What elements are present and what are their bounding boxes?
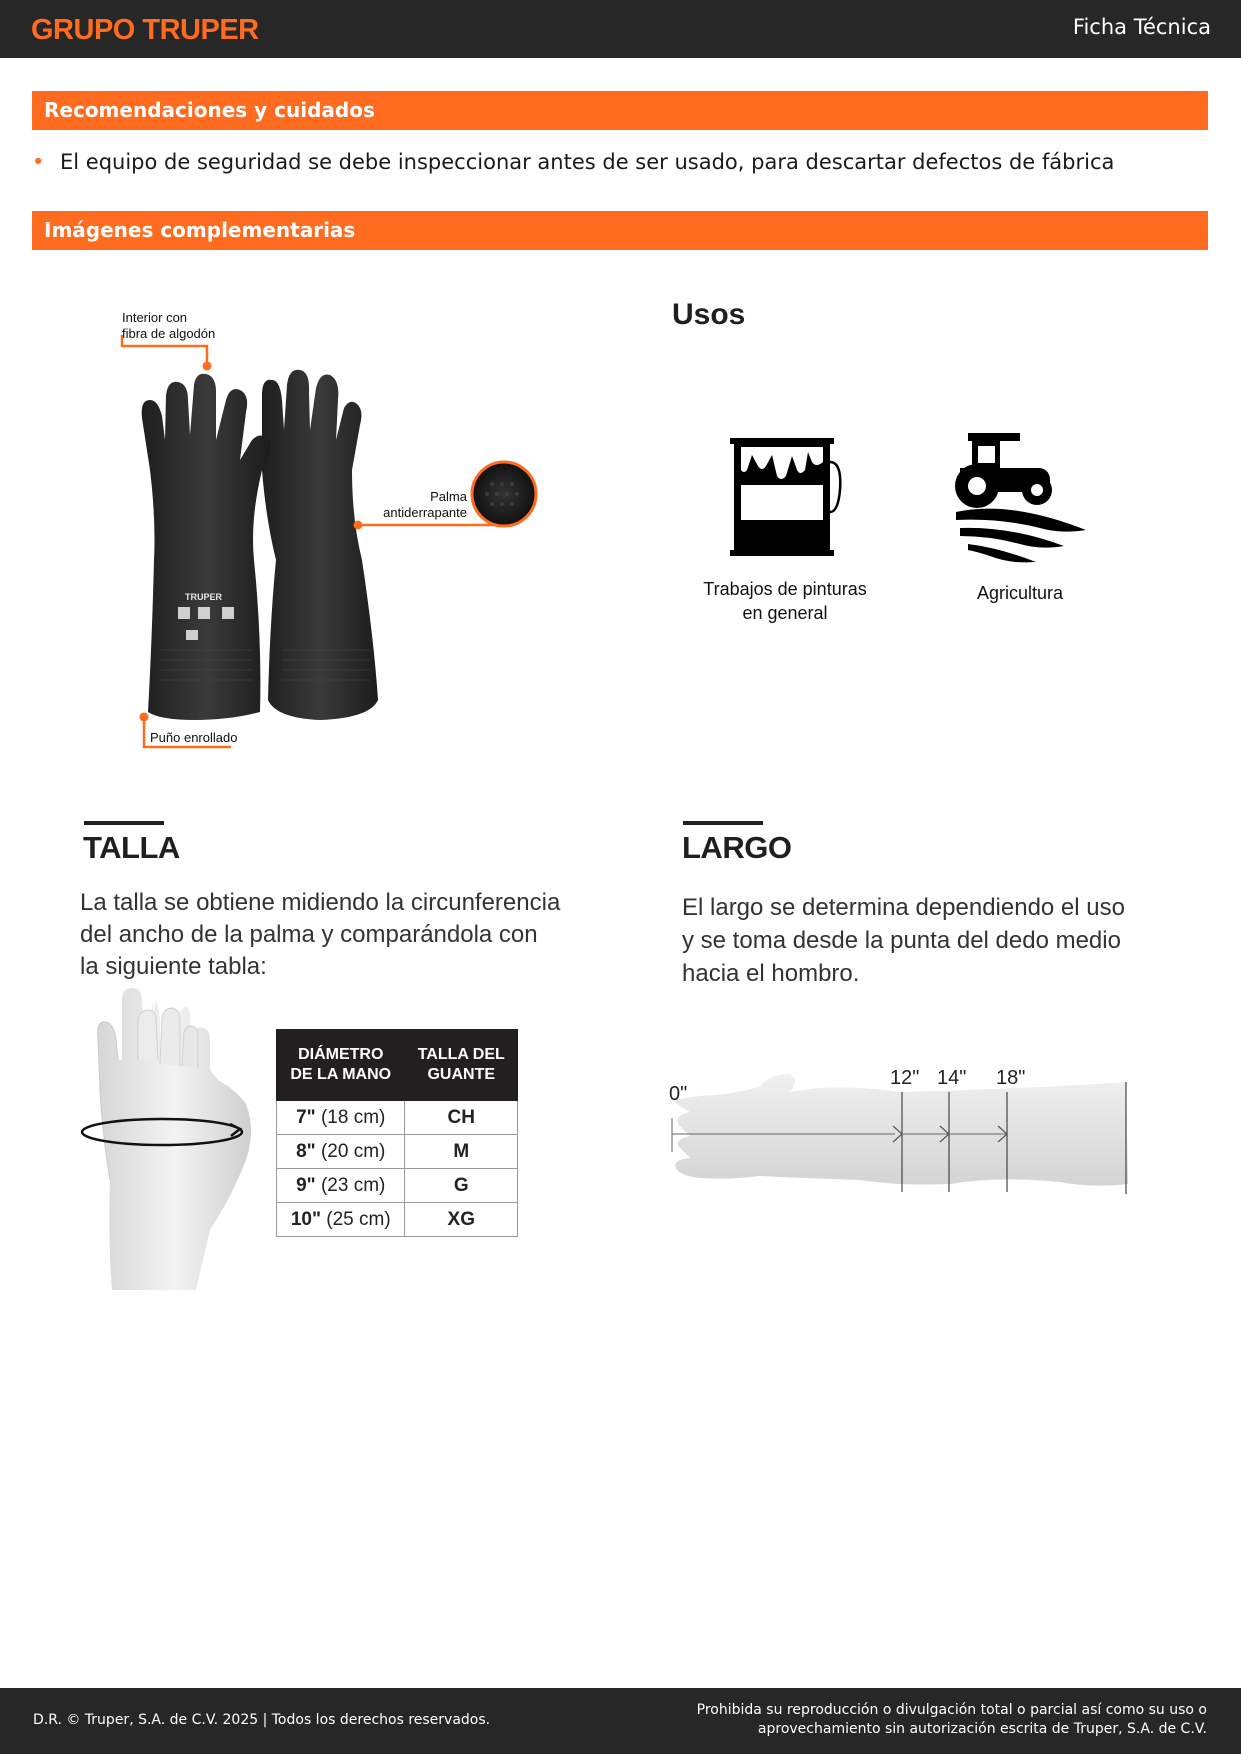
bullet-icon: • — [32, 150, 45, 174]
size-cell: XG — [405, 1203, 518, 1237]
diameter-cell: 10" (25 cm) — [277, 1203, 405, 1237]
brand-logo: GRUPO TRUPER — [31, 14, 259, 46]
length-mark-0: 0" — [669, 1083, 688, 1105]
length-mark-14: 14" — [937, 1067, 967, 1089]
largo-description: El largo se determina dependiendo el uso y se toma desde la punta del dedo medio hacia el hombro. — [682, 894, 1125, 987]
diameter-cell: 8" (20 cm) — [277, 1135, 405, 1169]
right-glove — [262, 370, 378, 720]
size-table-header-size: TALLA DEL GUANTE — [405, 1030, 518, 1101]
size-cell: G — [405, 1169, 518, 1203]
section-title-images: Imágenes complementarias — [32, 211, 1208, 250]
table-row — [277, 1169, 518, 1203]
talla-description: La talla se obtiene midiendo la circunferencia del ancho de la palma y comparándola con la siguiente tabla: — [80, 889, 561, 980]
table-row — [277, 1135, 518, 1169]
length-mark-12: 12" — [890, 1067, 920, 1089]
document-type: Ficha Técnica — [1072, 15, 1211, 39]
page-header — [0, 0, 1241, 58]
talla-title: TALLA — [83, 830, 180, 865]
section-title-recommendations: Recomendaciones y cuidados — [32, 91, 1208, 130]
diameter-cell: 7" (18 cm) — [277, 1101, 405, 1135]
recommendation-item: • El equipo de seguridad se debe inspeccionar antes de ser usado, para descartar defectos de fábrica — [32, 150, 1115, 174]
usos-label-paint: Trabajos de pinturas en general — [703, 579, 867, 623]
glove-brand-print: TRUPER — [185, 592, 223, 602]
callout-cuff: Puño enrollado — [150, 730, 238, 745]
table-row — [277, 1203, 518, 1237]
copyright-text: D.R. © Truper, S.A. de C.V. 2025 | Todos los derechos reservados. — [33, 1712, 491, 1728]
size-table-header-diameter: DIÁMETRO DE LA MANO — [277, 1030, 405, 1101]
callout-palm: Palma antiderrapante — [383, 489, 467, 520]
diameter-cell: 9" (23 cm) — [277, 1169, 405, 1203]
size-cell: M — [405, 1135, 518, 1169]
palm-texture-detail — [472, 462, 536, 526]
legal-notice: Prohibida su reproducción o divulgación total o parcial así como su uso o aprovechamiento sin autorización escrita de Truper, S.A. de C.V. — [696, 1702, 1207, 1737]
length-mark-18: 18" — [996, 1067, 1026, 1089]
left-glove — [142, 374, 271, 720]
callout-lining: Interior con fibra de algodón — [122, 310, 216, 341]
usos-label-agriculture: Agricultura — [976, 583, 1064, 603]
talla-rule — [84, 821, 164, 825]
arm-measure-illustration — [0, 0, 1, 1]
page-footer — [0, 1688, 1241, 1754]
largo-title: LARGO — [682, 830, 792, 865]
usos-title: Usos — [672, 298, 746, 331]
size-cell: CH — [405, 1101, 518, 1135]
largo-rule — [683, 821, 763, 825]
size-table — [276, 1029, 518, 1237]
table-row — [277, 1101, 518, 1135]
